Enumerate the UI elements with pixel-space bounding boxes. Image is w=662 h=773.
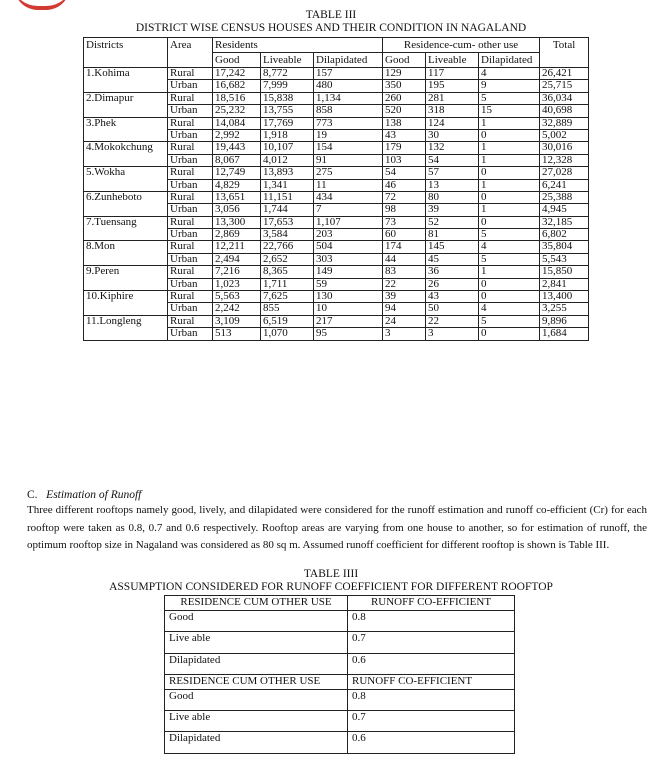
oth-liveable-cell: 3	[426, 328, 479, 340]
res-good-cell: 25,232	[213, 105, 261, 117]
oth-good-cell: 24	[383, 315, 426, 327]
area-cell: Urban	[168, 204, 213, 216]
district-cell	[84, 204, 168, 216]
table-row	[84, 167, 589, 179]
oth-good-cell: 60	[383, 229, 426, 241]
res-dilapidated-cell: 275	[314, 167, 383, 179]
res-good-cell: 513	[213, 328, 261, 340]
district-cell	[84, 278, 168, 290]
oth-good-cell: 179	[383, 142, 426, 154]
res-dilapidated-cell: 480	[314, 80, 383, 92]
table-row	[84, 80, 589, 92]
district-cell	[84, 179, 168, 191]
res-good-cell: 2,494	[213, 253, 261, 265]
res-liveable-cell: 8,772	[261, 68, 314, 80]
res-good-cell: 12,211	[213, 241, 261, 253]
district-cell: 1.Kohima	[84, 68, 168, 80]
section-title: Estimation of Runoff	[46, 489, 142, 501]
table-row	[84, 129, 589, 141]
oth-liveable-cell: 50	[426, 303, 479, 315]
table-row	[84, 266, 589, 278]
table-row	[84, 191, 589, 203]
oth-dilapidated-cell: 15	[479, 105, 540, 117]
oth-dilapidated-cell: 4	[479, 241, 540, 253]
oth-good-cell: 260	[383, 92, 426, 104]
res-good-cell: 3,109	[213, 315, 261, 327]
oth-liveable-cell: 318	[426, 105, 479, 117]
rooftop-type: Dilapidated	[165, 732, 348, 753]
oth-liveable-cell: 22	[426, 315, 479, 327]
res-dilapidated-cell: 203	[314, 229, 383, 241]
res-good-cell: 5,563	[213, 291, 261, 303]
runoff-header-type: RESIDENCE CUM OTHER USE	[165, 674, 348, 689]
oth-good-cell: 72	[383, 191, 426, 203]
district-cell: 11.Longleng	[84, 315, 168, 327]
oth-dilapidated-cell: 1	[479, 266, 540, 278]
res-good-cell: 7,216	[213, 266, 261, 278]
runoff-table	[164, 595, 515, 754]
table-row	[84, 241, 589, 253]
total-cell: 26,421	[540, 68, 589, 80]
res-good-cell: 12,749	[213, 167, 261, 179]
header-area: Area	[168, 38, 213, 53]
runoff-value: 0.8	[348, 689, 515, 710]
table-row	[84, 204, 589, 216]
oth-dilapidated-cell: 0	[479, 328, 540, 340]
section-heading	[27, 489, 141, 501]
oth-good-cell: 174	[383, 241, 426, 253]
oth-liveable-cell: 81	[426, 229, 479, 241]
res-liveable-cell: 1,341	[261, 179, 314, 191]
area-cell: Urban	[168, 80, 213, 92]
oth-good-cell: 129	[383, 68, 426, 80]
res-liveable-cell: 13,755	[261, 105, 314, 117]
total-cell: 27,028	[540, 167, 589, 179]
total-cell: 12,328	[540, 154, 589, 166]
area-cell: Urban	[168, 253, 213, 265]
res-liveable-cell: 3,584	[261, 229, 314, 241]
res-liveable-cell: 8,365	[261, 266, 314, 278]
header-dilapidated: Dilapidated	[314, 53, 383, 68]
header-blank	[540, 53, 589, 68]
runoff-value: 0.6	[348, 732, 515, 753]
runoff-header-type: RESIDENCE CUM OTHER USE	[165, 596, 348, 611]
oth-liveable-cell: 13	[426, 179, 479, 191]
district-cell: 10.Kiphire	[84, 291, 168, 303]
total-cell: 35,804	[540, 241, 589, 253]
table-row	[84, 216, 589, 228]
area-cell: Rural	[168, 216, 213, 228]
res-liveable-cell: 4,012	[261, 154, 314, 166]
table3-caption: DISTRICT WISE CENSUS HOUSES AND THEIR CONDITION IN NAGALAND	[135, 22, 527, 34]
res-good-cell: 13,300	[213, 216, 261, 228]
district-cell: 6.Zunheboto	[84, 191, 168, 203]
oth-dilapidated-cell: 1	[479, 154, 540, 166]
oth-good-cell: 94	[383, 303, 426, 315]
res-dilapidated-cell: 504	[314, 241, 383, 253]
oth-good-cell: 98	[383, 204, 426, 216]
runoff-header-row	[165, 674, 515, 689]
res-dilapidated-cell: 10	[314, 303, 383, 315]
oth-liveable-cell: 281	[426, 92, 479, 104]
res-dilapidated-cell: 95	[314, 328, 383, 340]
header-liveable: Liveable	[426, 53, 479, 68]
rooftop-type: Good	[165, 611, 348, 632]
table-row	[84, 315, 589, 327]
res-good-cell: 16,682	[213, 80, 261, 92]
oth-dilapidated-cell: 0	[479, 278, 540, 290]
table-row	[84, 117, 589, 129]
total-cell: 32,185	[540, 216, 589, 228]
oth-good-cell: 83	[383, 266, 426, 278]
res-good-cell: 4,829	[213, 179, 261, 191]
area-cell: Rural	[168, 241, 213, 253]
district-cell: 5.Wokha	[84, 167, 168, 179]
oth-dilapidated-cell: 5	[479, 253, 540, 265]
table-row	[84, 303, 589, 315]
runoff-value: 0.7	[348, 711, 515, 732]
oth-dilapidated-cell: 1	[479, 204, 540, 216]
res-dilapidated-cell: 303	[314, 253, 383, 265]
res-good-cell: 1,023	[213, 278, 261, 290]
res-good-cell: 13,651	[213, 191, 261, 203]
total-cell: 32,889	[540, 117, 589, 129]
district-cell: 8.Mon	[84, 241, 168, 253]
res-liveable-cell: 11,151	[261, 191, 314, 203]
table-row	[84, 253, 589, 265]
total-cell: 25,715	[540, 80, 589, 92]
res-good-cell: 3,056	[213, 204, 261, 216]
res-dilapidated-cell: 1,134	[314, 92, 383, 104]
res-dilapidated-cell: 91	[314, 154, 383, 166]
oth-liveable-cell: 195	[426, 80, 479, 92]
section-letter: C.	[27, 489, 38, 501]
res-good-cell: 2,992	[213, 129, 261, 141]
res-dilapidated-cell: 773	[314, 117, 383, 129]
district-cell	[84, 154, 168, 166]
res-liveable-cell: 17,769	[261, 117, 314, 129]
res-dilapidated-cell: 154	[314, 142, 383, 154]
res-dilapidated-cell: 7	[314, 204, 383, 216]
district-cell	[84, 253, 168, 265]
res-good-cell: 8,067	[213, 154, 261, 166]
total-cell: 9,896	[540, 315, 589, 327]
runoff-row	[165, 653, 515, 674]
table-row	[84, 179, 589, 191]
area-cell: Rural	[168, 68, 213, 80]
table4-label: TABLE IIII	[303, 568, 359, 580]
oth-good-cell: 3	[383, 328, 426, 340]
oth-dilapidated-cell: 0	[479, 167, 540, 179]
total-cell: 1,684	[540, 328, 589, 340]
district-cell	[84, 80, 168, 92]
district-cell: 2.Dimapur	[84, 92, 168, 104]
oth-good-cell: 54	[383, 167, 426, 179]
res-dilapidated-cell: 59	[314, 278, 383, 290]
area-cell: Rural	[168, 167, 213, 179]
total-cell: 15,850	[540, 266, 589, 278]
total-cell: 5,002	[540, 129, 589, 141]
total-cell: 6,802	[540, 229, 589, 241]
header-total: Total	[540, 38, 589, 53]
header-blank	[84, 53, 168, 68]
area-cell: Urban	[168, 129, 213, 141]
oth-dilapidated-cell: 4	[479, 303, 540, 315]
res-good-cell: 14,084	[213, 117, 261, 129]
district-cell: 3.Phek	[84, 117, 168, 129]
district-cell	[84, 105, 168, 117]
res-liveable-cell: 17,653	[261, 216, 314, 228]
runoff-header-coefficient: RUNOFF CO-EFFICIENT	[348, 674, 515, 689]
res-dilapidated-cell: 11	[314, 179, 383, 191]
oth-liveable-cell: 117	[426, 68, 479, 80]
header-good: Good	[213, 53, 261, 68]
rooftop-type: Live able	[165, 632, 348, 653]
res-dilapidated-cell: 217	[314, 315, 383, 327]
table-row	[84, 291, 589, 303]
area-cell: Rural	[168, 117, 213, 129]
district-cell	[84, 229, 168, 241]
header-good: Good	[383, 53, 426, 68]
rooftop-type: Live able	[165, 711, 348, 732]
rooftop-type: Good	[165, 689, 348, 710]
table-row	[84, 142, 589, 154]
oth-good-cell: 350	[383, 80, 426, 92]
res-liveable-cell: 7,625	[261, 291, 314, 303]
total-cell: 40,698	[540, 105, 589, 117]
header-residence-other: Residence-cum- other use	[383, 38, 540, 53]
district-cell: 4.Mokokchung	[84, 142, 168, 154]
res-liveable-cell: 6,519	[261, 315, 314, 327]
res-dilapidated-cell: 149	[314, 266, 383, 278]
header-dilapidated: Dilapidated	[479, 53, 540, 68]
oth-dilapidated-cell: 0	[479, 129, 540, 141]
table3-label: TABLE III	[305, 9, 357, 21]
total-cell: 4,945	[540, 204, 589, 216]
table4-caption: ASSUMPTION CONSIDERED FOR RUNOFF COEFFICIENT FOR DIFFERENT ROOFTOP	[109, 581, 553, 593]
res-liveable-cell: 2,652	[261, 253, 314, 265]
district-cell	[84, 303, 168, 315]
res-liveable-cell: 15,838	[261, 92, 314, 104]
oth-liveable-cell: 36	[426, 266, 479, 278]
res-liveable-cell: 13,893	[261, 167, 314, 179]
oth-liveable-cell: 124	[426, 117, 479, 129]
runoff-row	[165, 689, 515, 710]
header-blank	[168, 53, 213, 68]
res-liveable-cell: 1,918	[261, 129, 314, 141]
area-cell: Urban	[168, 328, 213, 340]
res-dilapidated-cell: 1,107	[314, 216, 383, 228]
res-good-cell: 2,242	[213, 303, 261, 315]
table-row	[84, 154, 589, 166]
oth-liveable-cell: 43	[426, 291, 479, 303]
oth-dilapidated-cell: 0	[479, 216, 540, 228]
census-table	[83, 37, 589, 341]
oth-dilapidated-cell: 5	[479, 229, 540, 241]
district-cell: 9.Peren	[84, 266, 168, 278]
runoff-row	[165, 711, 515, 732]
res-liveable-cell: 1,744	[261, 204, 314, 216]
oth-dilapidated-cell: 1	[479, 142, 540, 154]
district-cell: 7.Tuensang	[84, 216, 168, 228]
res-liveable-cell: 7,999	[261, 80, 314, 92]
oth-good-cell: 103	[383, 154, 426, 166]
table-row	[84, 68, 589, 80]
res-good-cell: 18,516	[213, 92, 261, 104]
res-liveable-cell: 1,711	[261, 278, 314, 290]
oth-liveable-cell: 80	[426, 191, 479, 203]
runoff-value: 0.8	[348, 611, 515, 632]
total-cell: 6,241	[540, 179, 589, 191]
area-cell: Urban	[168, 105, 213, 117]
section-paragraph: Three different rooftops namely good, lively, and dilapidated were considered for the runoff estimation and runoff co-efficient (Cr) for each rooftop were taken as 0.8, 0.7 and 0.6 respectively. Rooftop areas are varying from one house to another, so for estimation of runoff, the optimum rooftop size in Nagaland was considered as 80 sq m. Assumed runoff coefficient for different rooftop is shown is Table III.	[27, 504, 647, 551]
oth-liveable-cell: 39	[426, 204, 479, 216]
table-row	[84, 105, 589, 117]
district-cell	[84, 129, 168, 141]
total-cell: 3,255	[540, 303, 589, 315]
res-dilapidated-cell: 858	[314, 105, 383, 117]
area-cell: Urban	[168, 278, 213, 290]
oth-dilapidated-cell: 5	[479, 92, 540, 104]
runoff-row	[165, 611, 515, 632]
total-cell: 25,388	[540, 191, 589, 203]
area-cell: Rural	[168, 142, 213, 154]
res-good-cell: 2,869	[213, 229, 261, 241]
res-liveable-cell: 855	[261, 303, 314, 315]
oth-liveable-cell: 52	[426, 216, 479, 228]
rooftop-type: Dilapidated	[165, 653, 348, 674]
res-dilapidated-cell: 19	[314, 129, 383, 141]
header-residents: Residents	[213, 38, 383, 53]
oth-good-cell: 44	[383, 253, 426, 265]
oth-good-cell: 22	[383, 278, 426, 290]
oth-good-cell: 138	[383, 117, 426, 129]
table-row	[84, 278, 589, 290]
oth-liveable-cell: 132	[426, 142, 479, 154]
oth-liveable-cell: 26	[426, 278, 479, 290]
res-liveable-cell: 10,107	[261, 142, 314, 154]
area-cell: Urban	[168, 303, 213, 315]
res-dilapidated-cell: 130	[314, 291, 383, 303]
runoff-value: 0.6	[348, 653, 515, 674]
area-cell: Rural	[168, 92, 213, 104]
res-dilapidated-cell: 434	[314, 191, 383, 203]
oth-liveable-cell: 54	[426, 154, 479, 166]
table-row	[84, 92, 589, 104]
oth-dilapidated-cell: 4	[479, 68, 540, 80]
oth-good-cell: 39	[383, 291, 426, 303]
total-cell: 2,841	[540, 278, 589, 290]
oth-liveable-cell: 45	[426, 253, 479, 265]
runoff-header-row	[165, 596, 515, 611]
oth-dilapidated-cell: 1	[479, 117, 540, 129]
total-cell: 30,016	[540, 142, 589, 154]
header-liveable: Liveable	[261, 53, 314, 68]
oth-dilapidated-cell: 9	[479, 80, 540, 92]
total-cell: 5,543	[540, 253, 589, 265]
header-districts: Districts	[84, 38, 168, 53]
oth-dilapidated-cell: 5	[479, 315, 540, 327]
runoff-header-coefficient: RUNOFF CO-EFFICIENT	[348, 596, 515, 611]
area-cell: Rural	[168, 315, 213, 327]
res-dilapidated-cell: 157	[314, 68, 383, 80]
area-cell: Urban	[168, 154, 213, 166]
area-cell: Urban	[168, 229, 213, 241]
res-liveable-cell: 1,070	[261, 328, 314, 340]
res-good-cell: 17,242	[213, 68, 261, 80]
area-cell: Rural	[168, 266, 213, 278]
total-cell: 13,400	[540, 291, 589, 303]
district-cell	[84, 328, 168, 340]
runoff-value: 0.7	[348, 632, 515, 653]
oth-liveable-cell: 30	[426, 129, 479, 141]
oth-dilapidated-cell: 0	[479, 191, 540, 203]
oth-good-cell: 43	[383, 129, 426, 141]
area-cell: Rural	[168, 191, 213, 203]
oth-dilapidated-cell: 0	[479, 291, 540, 303]
res-liveable-cell: 22,766	[261, 241, 314, 253]
runoff-row	[165, 632, 515, 653]
area-cell: Rural	[168, 291, 213, 303]
oth-good-cell: 46	[383, 179, 426, 191]
oth-dilapidated-cell: 1	[479, 179, 540, 191]
oth-good-cell: 73	[383, 216, 426, 228]
total-cell: 36,034	[540, 92, 589, 104]
oth-liveable-cell: 145	[426, 241, 479, 253]
table-row	[84, 328, 589, 340]
area-cell: Urban	[168, 179, 213, 191]
res-good-cell: 19,443	[213, 142, 261, 154]
runoff-row	[165, 732, 515, 753]
oth-liveable-cell: 57	[426, 167, 479, 179]
table-row	[84, 229, 589, 241]
oth-good-cell: 520	[383, 105, 426, 117]
